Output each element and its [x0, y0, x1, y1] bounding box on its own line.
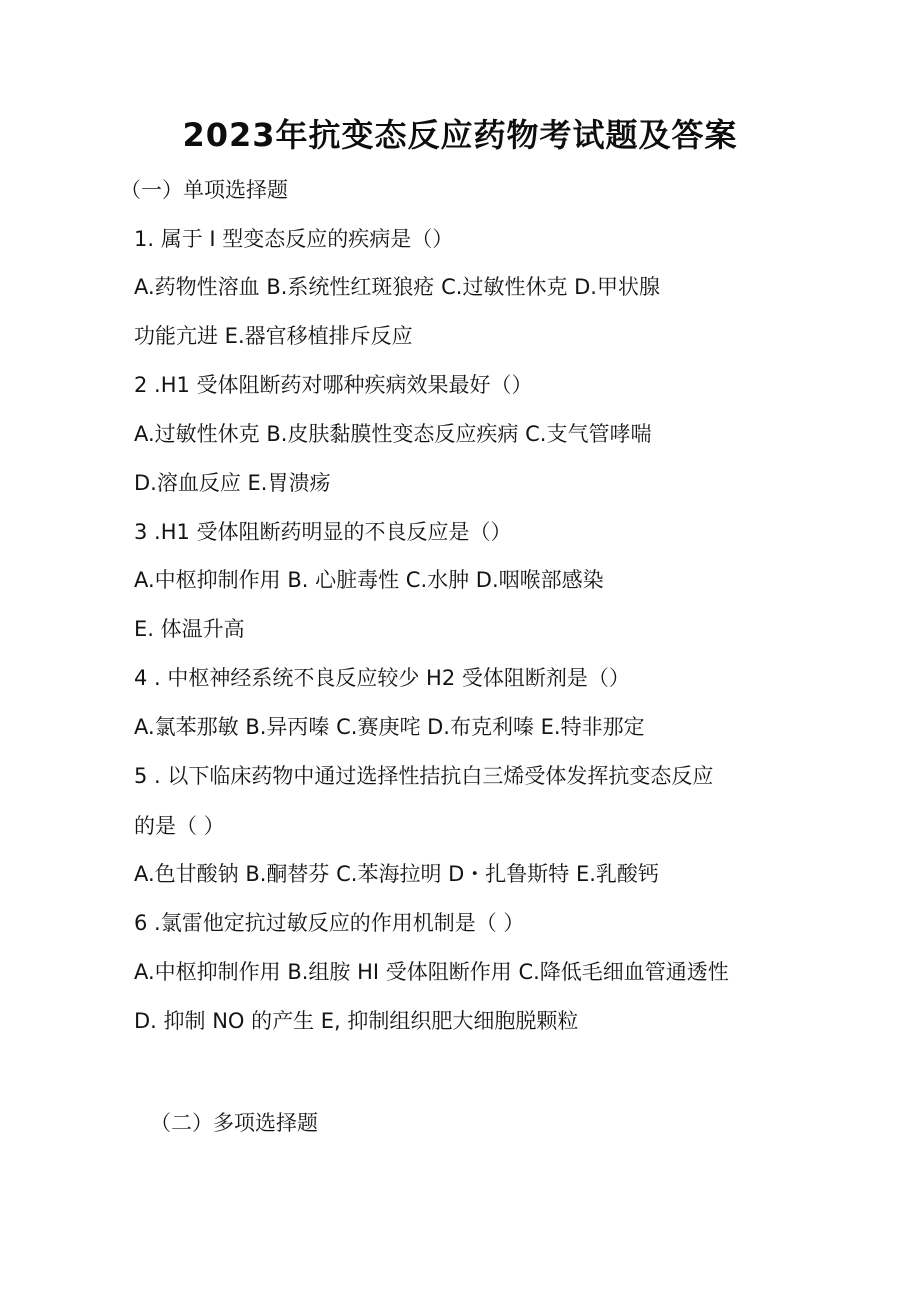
section-heading-multiple-choice: （二）多项选择题: [150, 1111, 318, 1135]
question-2-options: A.过敏性休克 B.皮肤黏膜性变态反应疾病 C.支气管哮喘: [134, 422, 652, 446]
question-4-stem: 4 . 中枢神经系统不良反应较少 H2 受体阻断剂是（）: [134, 666, 630, 690]
question-3-stem: 3 .H1 受体阻断药明显的不良反应是（）: [134, 520, 512, 544]
question-1-options-continued: 功能亢进 E.器官移植排斥反应: [134, 324, 413, 348]
question-2-stem: 2 .H1 受体阻断药对哪种疾病效果最好（）: [134, 373, 533, 397]
question-4-options: A.氯苯那敏 B.异丙嗪 C.赛庚咤 D.布克利嗪 E.特非那定: [134, 715, 645, 739]
question-6-stem: 6 .氯雷他定抗过敏反应的作用机制是（ ）: [134, 911, 525, 935]
question-3-options: A.中枢抑制作用 B. 心脏毒性 C.水肿 D.咽喉部感染: [134, 568, 604, 592]
question-5-options: A.色甘酸钠 B.酮替芬 C.苯海拉明 D・扎鲁斯特 E.乳酸钙: [134, 862, 659, 886]
section-heading-single-choice: （一）单项选择题: [120, 178, 288, 202]
question-6-options: A.中枢抑制作用 B.组胺 HI 受体阻断作用 C.降低毛细血管通透性: [134, 960, 729, 984]
question-1-stem: 1. 属于 I 型变态反应的疾病是（）: [134, 227, 454, 251]
question-5-stem-continued: 的是（ ）: [134, 814, 225, 838]
question-5-stem: 5 . 以下临床药物中通过选择性拮抗白三烯受体发挥抗变态反应: [134, 764, 714, 788]
question-6-options-continued: D. 抑制 NO 的产生 E, 抑制组织肥大细胞脱颗粒: [134, 1009, 579, 1033]
question-3-options-continued: E. 体温升高: [134, 617, 245, 641]
document-title: 2023年抗变态反应药物考试题及答案: [182, 116, 738, 154]
question-2-options-continued: D.溶血反应 E.胃溃疡: [134, 471, 331, 495]
question-1-options: A.药物性溶血 B.系统性红斑狼疮 C.过敏性休克 D.甲状腺: [134, 275, 660, 299]
